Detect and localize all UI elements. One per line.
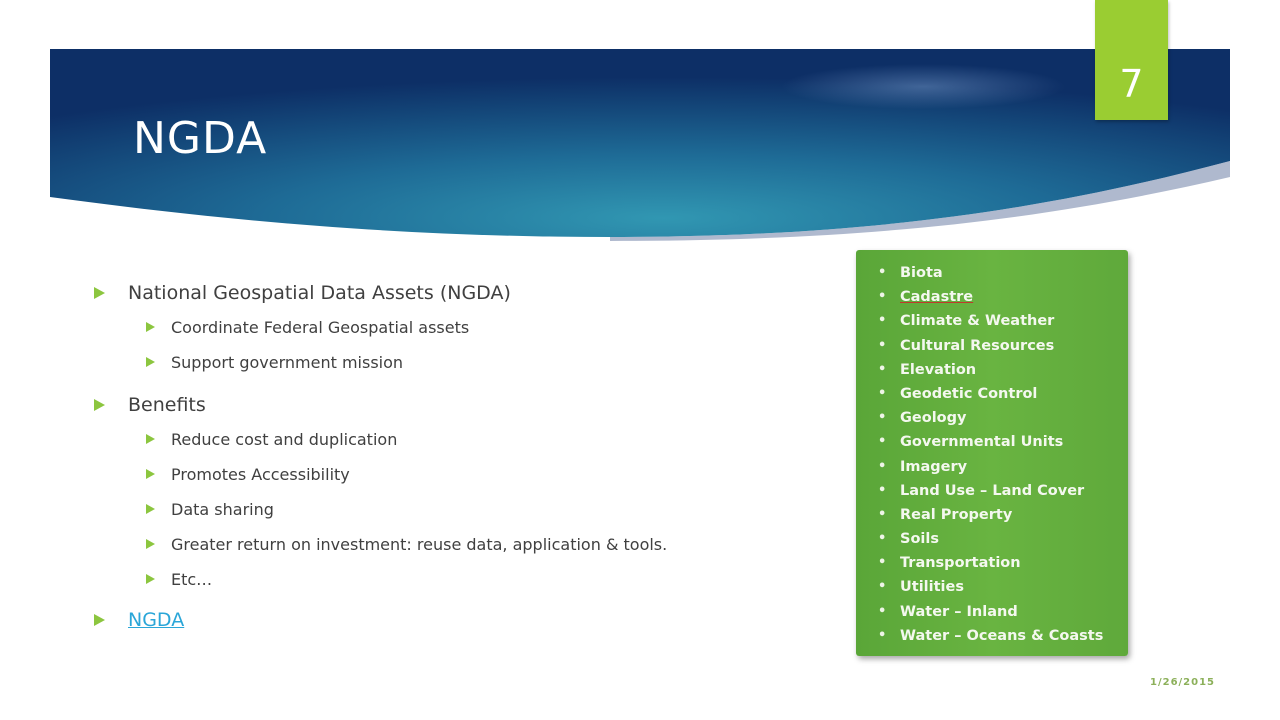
- sub-bullet-accessibility: [94, 457, 834, 492]
- bullet-benefits: [94, 390, 834, 422]
- theme-item-text: Cadastre: [900, 289, 974, 306]
- arrow-bullet-icon: [94, 614, 105, 626]
- sub-bullet-text: Coordinate Federal Geospatial assets: [171, 318, 470, 337]
- theme-item: • Geodetic Control: [878, 382, 1128, 406]
- sub-bullet-text: Data sharing: [171, 500, 274, 519]
- sub-bullet-text: Reduce cost and duplication: [171, 430, 398, 449]
- sub-bullet-text: Support government mission: [171, 353, 404, 372]
- sub-bullet-text: Etc…: [171, 570, 213, 589]
- ngda-link[interactable]: NGDA: [128, 609, 185, 631]
- theme-item: • Elevation: [878, 358, 1128, 382]
- slide-date: 1/26/2015: [1150, 677, 1216, 688]
- theme-item: • Real Property: [878, 503, 1128, 527]
- bullet-text: Benefits: [128, 394, 206, 416]
- sub-bullet-coordinate: [94, 310, 834, 345]
- sub-bullet-support: [94, 345, 834, 380]
- slide-number: 7: [1119, 62, 1144, 106]
- slide-number-badge: [1095, 0, 1168, 120]
- sub-bullet-etc: [94, 562, 834, 597]
- theme-item: • Transportation: [878, 551, 1128, 575]
- sub-bullet-data-sharing: [94, 492, 834, 527]
- bullet-ngda: [94, 278, 834, 310]
- sub-bullet-text: Promotes Accessibility: [171, 465, 350, 484]
- theme-item: • Water – Inland: [878, 600, 1128, 624]
- theme-item: • Water – Oceans & Coasts: [878, 624, 1128, 648]
- arrow-bullet-icon: [146, 434, 155, 444]
- arrow-bullet-icon: [146, 574, 155, 584]
- sub-bullet-return-on-investment: [94, 527, 834, 562]
- arrow-bullet-icon: [146, 469, 155, 479]
- arrow-bullet-icon: [146, 322, 155, 332]
- theme-item: • Biota: [878, 261, 1128, 285]
- arrow-bullet-icon: [146, 357, 155, 367]
- arrow-bullet-icon: [146, 504, 155, 514]
- theme-item: • Soils: [878, 527, 1128, 551]
- theme-item: • Land Use – Land Cover: [878, 479, 1128, 503]
- ngda-themes-image: [856, 250, 1128, 656]
- theme-item: • Governmental Units: [878, 430, 1128, 454]
- sub-bullet-reduce-cost: [94, 422, 834, 457]
- bullet-list: [94, 278, 834, 637]
- arrow-bullet-icon: [94, 399, 105, 411]
- sub-bullet-text: Greater return on investment: reuse data, application & tools.: [171, 535, 668, 554]
- bullet-text: National Geospatial Data Assets (NGDA): [128, 282, 511, 304]
- themes-list: [856, 250, 1128, 648]
- bullet-ngda-link: [94, 605, 834, 637]
- theme-item: • Geology: [878, 406, 1128, 430]
- arrow-bullet-icon: [146, 539, 155, 549]
- theme-item: • Imagery: [878, 455, 1128, 479]
- slide-title: NGDA: [133, 113, 268, 164]
- theme-item: • Climate & Weather: [878, 309, 1128, 333]
- theme-item: [878, 285, 1128, 309]
- theme-item: • Cultural Resources: [878, 334, 1128, 358]
- arrow-bullet-icon: [94, 287, 105, 299]
- theme-item: • Utilities: [878, 575, 1128, 599]
